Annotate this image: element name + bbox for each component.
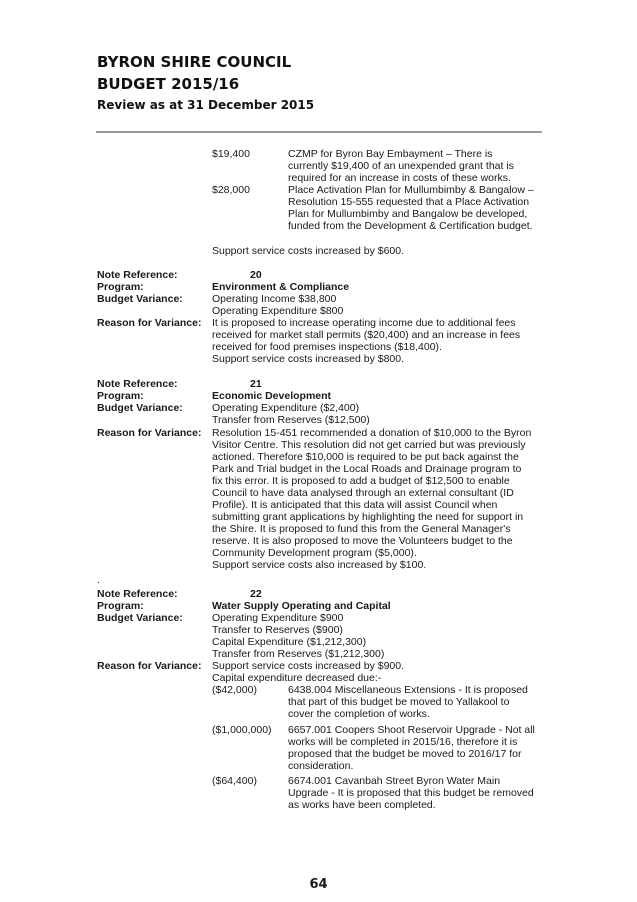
capital-item-2-amount: ($1,000,000)	[212, 724, 272, 736]
capital-item-3-line: as works have been completed.	[288, 799, 436, 811]
reason-line: received for market stall permits ($20,400) and an increase in fees	[212, 329, 521, 341]
cont-item-1-amount: $19,400	[212, 148, 250, 160]
stray-mark: .	[97, 574, 100, 586]
program-name: Environment & Compliance	[212, 281, 350, 293]
label-program: Program:	[97, 600, 144, 612]
label-budget-variance: Budget Variance:	[97, 293, 183, 305]
capital-item-1-line: 6438.004 Miscellaneous Extensions - It is proposed	[288, 684, 528, 696]
cont-support-costs: Support service costs increased by $600.	[212, 245, 405, 257]
cont-item-2-amount: $28,000	[212, 184, 250, 196]
capital-item-3-line: Upgrade - It is proposed that this budget be removed	[288, 787, 534, 799]
label-reason-for-variance: Reason for Variance:	[97, 427, 202, 439]
capital-item-3-amount: ($64,400)	[212, 775, 257, 787]
variance-line: Transfer from Reserves ($12,500)	[212, 414, 370, 426]
label-reason-for-variance: Reason for Variance:	[97, 317, 202, 329]
label-note-reference: Note Reference:	[97, 588, 178, 600]
budget-title: BUDGET 2015/16	[97, 75, 240, 93]
variance-line: Operating Expenditure $900	[212, 612, 344, 624]
cont-item-1-line: CZMP for Byron Bay Embayment – There is	[288, 148, 493, 160]
reason-line: submitting grant applications by highlighting the need for support in	[212, 511, 524, 523]
reason-line: Support service costs also increased by $100.	[212, 559, 427, 571]
capital-item-1-line: that part of this budget be moved to Yallakool to	[288, 696, 510, 708]
capital-item-2-line: consideration.	[288, 760, 354, 772]
capital-item-2-line: 6657.001 Coopers Shoot Reservoir Upgrade - Not all	[288, 724, 535, 736]
variance-line: Transfer to Reserves ($900)	[212, 624, 343, 636]
reason-line: reserve. It is also proposed to move the Volunteers budget to the	[212, 535, 513, 547]
reason-line: Capital expenditure decreased due:-	[212, 672, 382, 684]
capital-item-3-line: 6674.001 Cavanbah Street Byron Water Main	[288, 775, 501, 787]
capital-item-1-amount: ($42,000)	[212, 684, 257, 696]
header-divider	[96, 131, 542, 133]
cont-item-1-line: required for an increase in costs of these works.	[288, 172, 511, 184]
label-program: Program:	[97, 390, 144, 402]
label-reason-for-variance: Reason for Variance:	[97, 660, 202, 672]
review-date: Review as at 31 December 2015	[97, 98, 315, 112]
variance-line: Capital Expenditure ($1,212,300)	[212, 636, 367, 648]
capital-item-2-line: proposed that the budget be moved to 2016/17 for	[288, 748, 522, 760]
label-budget-variance: Budget Variance:	[97, 402, 183, 414]
cont-item-2-line: Resolution 15-555 requested that a Place Activation	[288, 196, 530, 208]
program-name: Economic Development	[212, 390, 332, 402]
cont-item-2-line: Place Activation Plan for Mullumbimby & Bangalow –	[288, 184, 534, 196]
reason-line: Visitor Centre. This resolution did not get carried but was previously	[212, 439, 526, 451]
reason-line: Support service costs increased by $800.	[212, 353, 405, 365]
label-program: Program:	[97, 281, 144, 293]
note-number: 22	[250, 588, 262, 600]
reason-line: received for food premises inspections ($18,400).	[212, 341, 442, 353]
variance-line: Operating Income $38,800	[212, 293, 337, 305]
variance-line: Operating Expenditure $800	[212, 305, 344, 317]
reason-line: actioned. Therefore $10,000 is required to be put back against the	[212, 451, 519, 463]
label-note-reference: Note Reference:	[97, 269, 178, 281]
reason-line: Park and Trial budget in the Local Roads and Drainage program to	[212, 463, 522, 475]
program-name: Water Supply Operating and Capital	[212, 600, 391, 612]
reason-line: Support service costs increased by $900.	[212, 660, 405, 672]
reason-line: It is proposed to increase operating income due to additional fees	[212, 317, 516, 329]
cont-item-2-line: funded from the Development & Certification budget.	[288, 220, 533, 232]
note-number: 21	[250, 378, 262, 390]
capital-item-1-line: cover the completion of works.	[288, 708, 430, 720]
reason-line: Profile). It is anticipated that this data will assist Council when	[212, 499, 498, 511]
council-name: BYRON SHIRE COUNCIL	[97, 53, 292, 71]
label-budget-variance: Budget Variance:	[97, 612, 183, 624]
reason-line: Resolution 15-451 recommended a donation of $10,000 to the Byron	[212, 427, 532, 439]
variance-line: Transfer from Reserves ($1,212,300)	[212, 648, 385, 660]
capital-item-2-line: works will be completed in 2015/16, therefore it is	[288, 736, 518, 748]
page-number: 64	[309, 877, 328, 892]
label-note-reference: Note Reference:	[97, 378, 178, 390]
reason-line: Community Development program ($5,000).	[212, 547, 417, 559]
note-number: 20	[250, 269, 262, 281]
variance-line: Operating Expenditure ($2,400)	[212, 402, 360, 414]
cont-item-2-line: Plan for Mullumbimby and Bangalow be developed,	[288, 208, 528, 220]
cont-item-1-line: currently $19,400 of an unexpended grant that is	[288, 160, 514, 172]
reason-line: Council to have data analysed through an external consultant (ID	[212, 487, 514, 499]
reason-line: fix this error. It is proposed to add a budget of $12,500 to enable	[212, 475, 510, 487]
reason-line: the Shire. It is proposed to fund this from the General Manager's	[212, 523, 511, 535]
